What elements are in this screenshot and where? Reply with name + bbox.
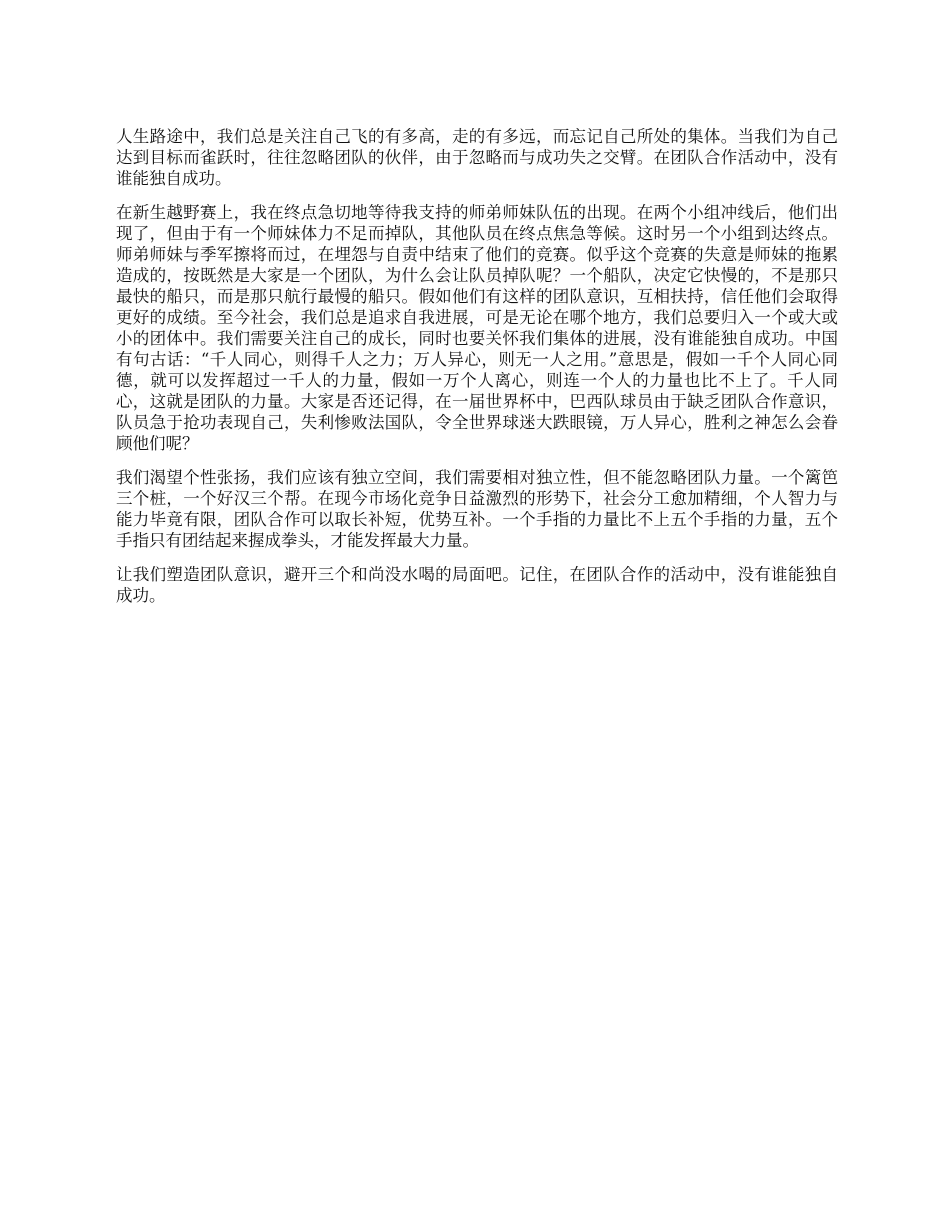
paragraph-1: 人生路途中，我们总是关注自己飞的有多高，走的有多远，而忘记自己所处的集体。当我们为自己达到目标而雀跃时，往往忽略团队的伙伴，由于忽略而与成功失之交臂。在团队合作活动中，没有谁能独自成功。 — [116, 127, 838, 188]
paragraph-2: 在新生越野赛上，我在终点急切地等待我支持的师弟师妹队伍的出现。在两个小组冲线后，他们出现了，但由于有一个师妹体力不足而掉队，其他队员在终点焦急等候。这时另一个小组到达终点。师弟师妹与季军擦将而过，在埋怨与自责中结束了他们的竞赛。似乎这个竞赛的失意是师妹的拖累造成的，按既然是大家是一个团队，为什么会让队员掉队呢？一个船队，决定它快慢的，不是那只最快的船只，而是那只航行最慢的船只。假如他们有这样的团队意识，互相扶持，信任他们会取得更好的成绩。至今社会，我们总是追求自我进展，可是无论在哪个地方，我们总要归入一个或大或小的团体中。我们需要关注自己的成长，同时也要关怀我们集体的进展，没有谁能独自成功。中国有句古话：“千人同心，则得千人之力；万人异心，则无一人之用。”意思是，假如一千个人同心同德，就可以发挥超过一千人的力量，假如一万个人离心，则连一个人的力量也比不上了。千人同心，这就是团队的力量。大家是否还记得，在一届世界杯中，巴西队球员由于缺乏团队合作意识，队员急于抢功表现自己，失利惨败法国队，令全世界球迷大跌眼镜，万人异心，胜利之神怎么会眷顾他们呢？ — [116, 203, 838, 453]
paragraph-4: 让我们塑造团队意识，避开三个和尚没水喝的局面吧。记住，在团队合作的活动中，没有谁能独自成功。 — [116, 565, 838, 605]
document-body — [116, 126, 838, 619]
paragraph-3: 我们渴望个性张扬，我们应该有独立空间，我们需要相对独立性，但不能忽略团队力量。一个篱笆三个桩，一个好汉三个帮。在现今市场化竞争日益激烈的形势下，社会分工愈加精细，个人智力与能力毕竟有限，团队合作可以取长补短，优势互补。一个手指的力量比不上五个手指的力量，五个手指只有团结起来握成拳头，才能发挥最大力量。 — [116, 468, 838, 550]
